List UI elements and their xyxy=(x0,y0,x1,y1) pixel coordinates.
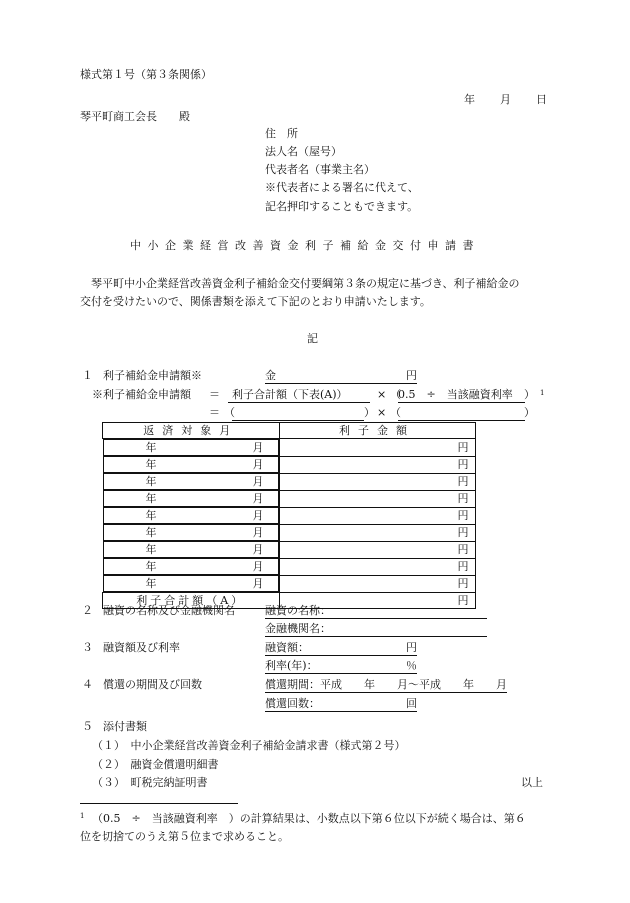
month-unit: 月 xyxy=(252,509,264,522)
item1-yen: 円 xyxy=(406,369,417,382)
interest-amount-cell[interactable] xyxy=(279,524,475,541)
recipient: 琴平町商工会長 殿 xyxy=(80,110,190,123)
interest-amount-cell[interactable] xyxy=(279,490,475,507)
item4-number: ４ xyxy=(82,678,93,691)
formula-times-1: × xyxy=(377,388,387,401)
item2-number: ２ xyxy=(82,604,93,617)
item5-label: 添付書類 xyxy=(103,720,147,733)
interest-amount-cell[interactable] xyxy=(279,541,475,558)
repayment-month-cell[interactable] xyxy=(103,575,279,592)
applicant-signature-note-2: 記名押印することもできます。 xyxy=(265,200,419,213)
date-day: 日 xyxy=(536,93,547,106)
document-title: 中小企業経営改善資金利子補給金交付申請書 xyxy=(130,239,480,252)
month-unit: 月 xyxy=(252,475,264,488)
interest-rate-field[interactable] xyxy=(265,658,417,674)
month-unit: 月 xyxy=(252,577,264,590)
interest-amount-cell[interactable] xyxy=(279,558,475,575)
formula-eq-2: ＝ xyxy=(209,406,220,419)
item1-kin: 金 xyxy=(265,369,276,382)
footnote-line-1: （0.5 ÷ 当該融資利率 ）の計算結果は、小数点以下第６位以下が続く場合は、第６ xyxy=(92,812,526,825)
item3-number: ３ xyxy=(82,641,93,654)
repayment-month-cell[interactable] xyxy=(103,558,279,575)
loan-amount-field[interactable] xyxy=(265,640,417,656)
footnote-ref-mark: 1 xyxy=(540,389,545,397)
intro-line-1: 琴平町中小企業経営改善資金利子補給金交付要綱第３条の規定に基づき、利子補給金の xyxy=(91,277,520,290)
applicant-address-label: 住 所 xyxy=(265,127,298,140)
year-unit: 年 xyxy=(145,560,157,573)
repayment-month-cell[interactable] xyxy=(103,507,279,524)
table-row xyxy=(103,541,476,558)
repayment-count-unit: 回 xyxy=(406,697,417,710)
item1-label: 利子補給金申請額※ xyxy=(103,369,202,382)
month-unit: 月 xyxy=(252,560,264,573)
month-unit: 月 xyxy=(252,526,264,539)
table-row xyxy=(103,507,476,524)
year-unit: 年 xyxy=(145,441,157,454)
yen-unit: 円 xyxy=(457,577,469,591)
formula-paren-close-2: ） xyxy=(524,406,535,419)
repayment-month-cell[interactable] xyxy=(103,490,279,507)
attachment-item-2: （２） 融資金償還明細書 xyxy=(92,758,219,771)
form-number: 様式第１号（第３条関係） xyxy=(80,68,212,81)
header-interest-amount: 利子金額 xyxy=(279,423,475,439)
repayment-month-cell[interactable] xyxy=(103,456,279,473)
footnote-mark: 1 xyxy=(80,812,85,820)
header-repayment-month: 返済対象月 xyxy=(103,423,280,439)
item2-label: 融資の名称及び金融機関名 xyxy=(103,604,235,617)
repayment-table xyxy=(102,422,476,609)
month-unit: 月 xyxy=(252,543,264,556)
formula-rate-open: （ xyxy=(390,388,401,401)
interest-amount-cell[interactable] xyxy=(279,575,475,593)
formula-paren-open-1: （ xyxy=(224,406,235,419)
item4-label: 償還の期間及び回数 xyxy=(103,678,202,691)
formula-rate-expr: 0.5 ÷ 当該融資利率 xyxy=(398,387,525,403)
loan-amount-label: 融資額： xyxy=(265,641,309,654)
table-row xyxy=(103,490,476,507)
applicant-corp-name-label: 法人名（屋号） xyxy=(265,145,342,158)
item1-number: １ xyxy=(82,369,93,382)
repayment-month-cell[interactable] xyxy=(103,524,279,541)
table-row xyxy=(103,456,476,473)
interest-rate-label: 利率(年)： xyxy=(265,659,318,672)
interest-amount-cell[interactable] xyxy=(279,473,475,490)
applicant-rep-name-label: 代表者名（事業主名） xyxy=(265,163,375,176)
loan-name-field[interactable] xyxy=(265,603,487,619)
year-unit: 年 xyxy=(145,543,157,556)
loan-name-label: 融資の名称： xyxy=(265,604,331,617)
yen-unit: 円 xyxy=(457,440,469,454)
bank-name-label: 金融機関名： xyxy=(265,622,331,635)
yen-unit: 円 xyxy=(457,475,469,488)
yen-unit: 円 xyxy=(457,526,469,539)
repayment-month-cell[interactable] xyxy=(103,473,279,490)
yen-unit: 円 xyxy=(457,492,469,505)
month-unit: 月 xyxy=(252,458,264,471)
yen-unit: 円 xyxy=(457,458,469,471)
formula-rate-field[interactable] xyxy=(398,405,525,421)
table-header-row xyxy=(103,423,476,439)
yen-unit: 円 xyxy=(457,594,469,607)
yen-unit: 円 xyxy=(457,509,469,522)
intro-line-2: 交付を受けたいので、関係書類を添えて下記のとおり申請いたします。 xyxy=(80,295,431,308)
item3-label: 融資額及び利率 xyxy=(103,641,180,654)
table-row xyxy=(103,558,476,575)
yen-unit: 円 xyxy=(457,560,469,573)
repayment-month-cell[interactable] xyxy=(103,541,279,558)
table-row xyxy=(103,439,476,457)
month-unit: 月 xyxy=(252,441,264,454)
ijou-closing: 以上 xyxy=(521,776,543,789)
formula-paren-open-2: （ xyxy=(390,406,401,419)
year-unit: 年 xyxy=(145,509,157,522)
applicant-signature-note-1: ※代表者による署名に代えて、 xyxy=(265,181,419,194)
attachment-item-3: （３） 町税完納証明書 xyxy=(92,776,208,789)
table-row xyxy=(103,575,476,593)
date-year: 年 xyxy=(464,93,475,106)
loan-amount-unit: 円 xyxy=(406,641,417,654)
year-unit: 年 xyxy=(145,577,157,590)
interest-amount-cell[interactable] xyxy=(279,456,475,473)
yen-unit: 円 xyxy=(457,543,469,556)
bank-name-field[interactable] xyxy=(265,621,487,637)
formula-total-label: 利子合計額（下表(A)） xyxy=(228,387,370,403)
table-row xyxy=(103,473,476,490)
formula-times-2: × xyxy=(377,406,387,419)
formula-paren-close-1: ） xyxy=(364,406,375,419)
footnote-separator xyxy=(80,803,238,804)
attachment-item-1: （１） 中小企業経営改善資金利子補給金請求書（様式第２号） xyxy=(92,739,406,752)
repayment-period-field[interactable]: 償還期間：平成 年 月～平成 年 月 xyxy=(265,678,507,691)
year-unit: 年 xyxy=(145,492,157,505)
year-unit: 年 xyxy=(145,458,157,471)
item5-number: ５ xyxy=(82,720,93,733)
repayment-month-cell[interactable] xyxy=(103,439,279,456)
month-unit: 月 xyxy=(252,492,264,505)
formula-rate-close: ） xyxy=(524,388,535,401)
interest-amount-cell[interactable] xyxy=(279,507,475,524)
footnote-line-2: 位を切捨てのうえ第５位まで求めること。 xyxy=(80,830,289,843)
interest-rate-unit: ％ xyxy=(406,659,417,672)
year-unit: 年 xyxy=(145,475,157,488)
formula-label: ※利子補給金申請額 xyxy=(92,388,191,401)
item1-amount-field[interactable] xyxy=(265,368,417,384)
table-row xyxy=(103,524,476,541)
repayment-count-field[interactable] xyxy=(265,696,417,712)
total-label: 利子合計額（A） xyxy=(103,593,280,609)
date-month: 月 xyxy=(500,93,511,106)
repayment-count-label: 償還回数： xyxy=(265,697,320,710)
formula-total-field[interactable] xyxy=(232,405,364,421)
year-unit: 年 xyxy=(145,526,157,539)
interest-amount-cell[interactable] xyxy=(279,439,475,457)
ki-heading: 記 xyxy=(307,332,318,345)
formula-eq-1: ＝ xyxy=(209,388,220,401)
